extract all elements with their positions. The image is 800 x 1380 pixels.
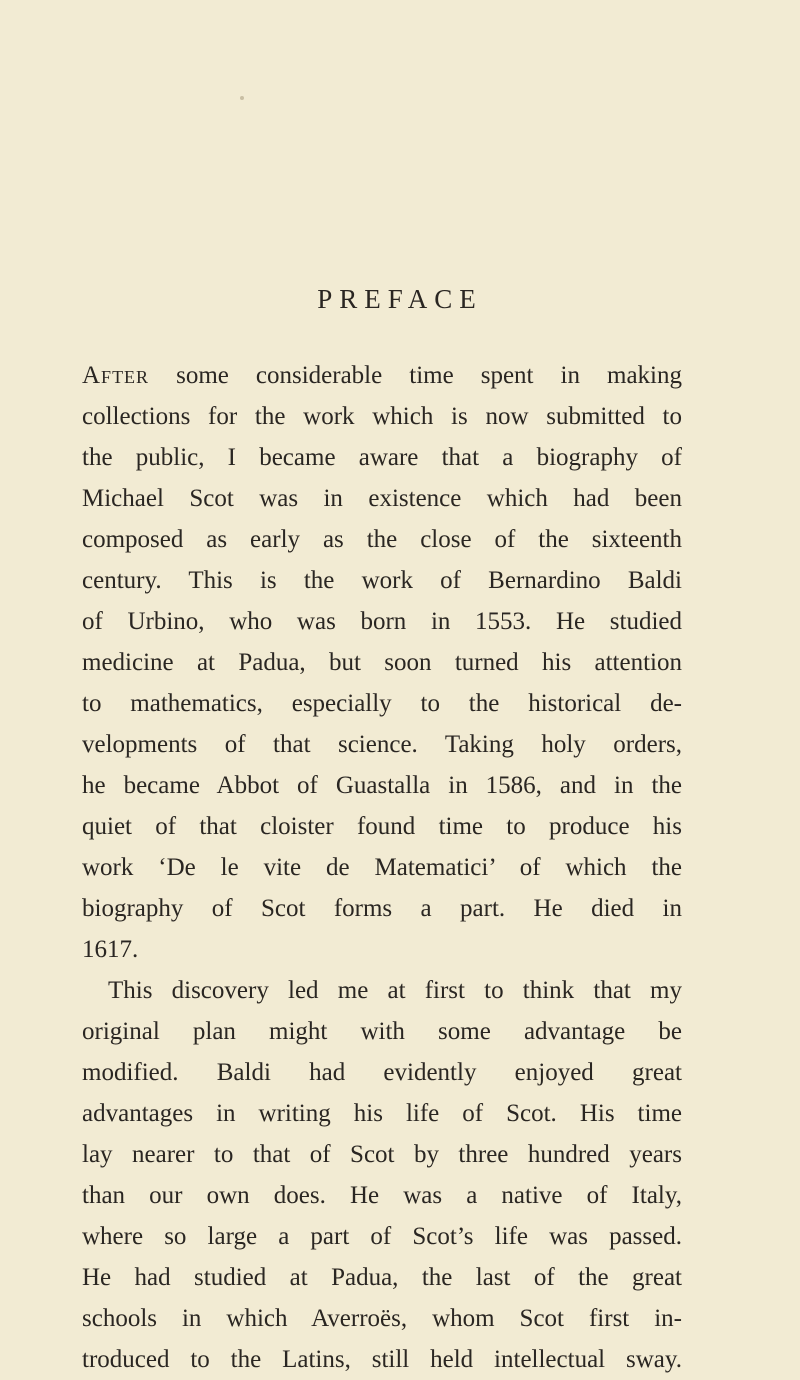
text-line: 1617. xyxy=(82,936,139,963)
text-line: original plan might with some advantage be xyxy=(82,1018,682,1045)
page-heading: PREFACE xyxy=(317,284,483,314)
text-line: the public, I became aware that a biography of xyxy=(82,444,682,471)
text-line: Michael Scot was in existence which had been xyxy=(82,485,682,512)
text-line: He had studied at Padua, the last of the great xyxy=(82,1264,682,1291)
text-line: of Urbino, who was born in 1553. He studied xyxy=(82,608,682,635)
text-line xyxy=(82,355,682,396)
text-line: where so large a part of Scot’s life was passed. xyxy=(82,1223,682,1250)
text-line: velopments of that science. Taking holy orders, xyxy=(82,731,682,758)
text-line: biography of Scot forms a part. He died in xyxy=(82,895,682,922)
text-line: work ‘De le vite de Matematici’ of which the xyxy=(82,854,682,881)
text-line: century. This is the work of Bernardino Baldi xyxy=(82,567,682,594)
text-line: than our own does. He was a native of Italy, xyxy=(82,1182,682,1209)
text-line: modified. Baldi had evidently enjoyed great xyxy=(82,1059,682,1086)
paragraph-1 xyxy=(82,355,682,970)
preface-text xyxy=(82,355,682,1380)
text-line: to mathematics, especially to the historical de- xyxy=(82,690,682,717)
text-line: composed as early as the close of the sixteenth xyxy=(82,526,682,553)
text-line: troduced to the Latins, still held intellectual sway. xyxy=(82,1346,682,1373)
text-line: advantages in writing his life of Scot. His time xyxy=(82,1100,682,1127)
text-line: schools in which Averroës, whom Scot first in- xyxy=(82,1305,682,1332)
text-line: collections for the work which is now submitted to xyxy=(82,403,682,430)
text-line: he became Abbot of Guastalla in 1586, and in the xyxy=(82,772,682,799)
line-text: some considerable time spent in making xyxy=(149,362,682,389)
text-line: lay nearer to that of Scot by three hundred years xyxy=(82,1141,682,1168)
text-line: This discovery led me at first to think that my xyxy=(108,977,682,1004)
text-line: quiet of that cloister found time to produce his xyxy=(82,813,682,840)
paper-speck xyxy=(240,96,244,100)
text-line: medicine at Padua, but soon turned his attention xyxy=(82,649,682,676)
paragraph-2 xyxy=(82,970,682,1380)
lead-word: After xyxy=(82,362,150,389)
